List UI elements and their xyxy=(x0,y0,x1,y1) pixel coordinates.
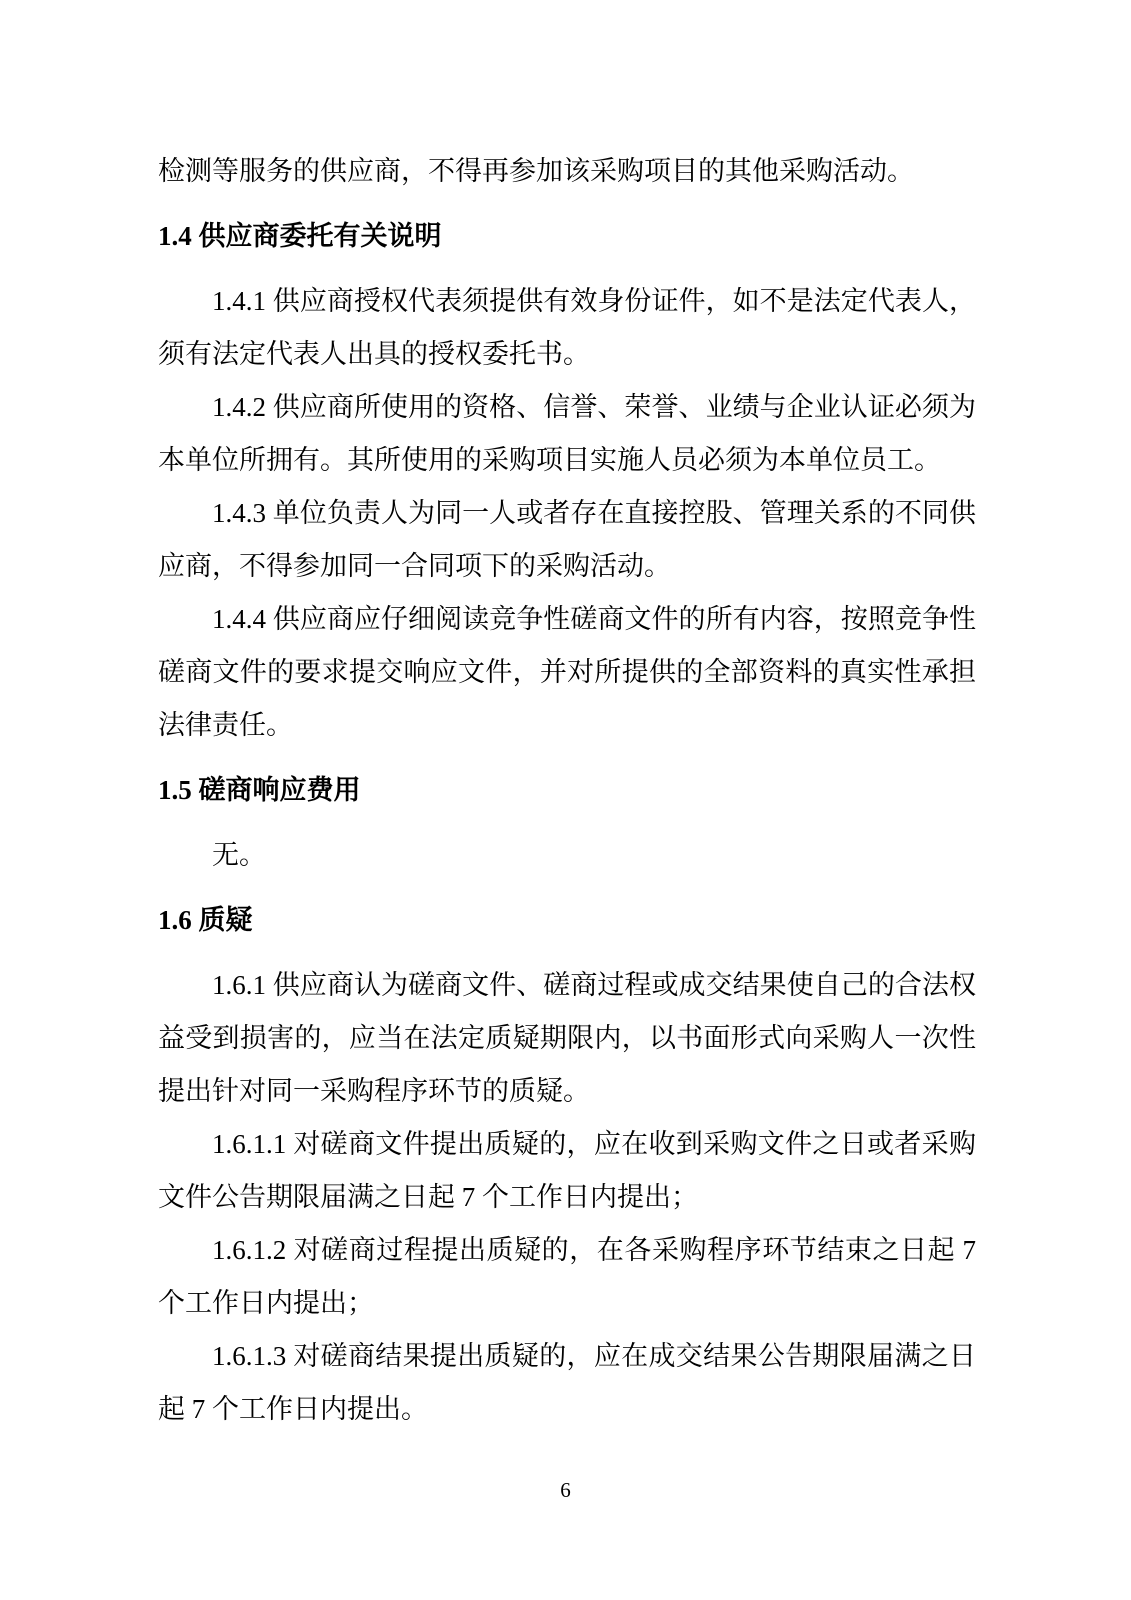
section-heading xyxy=(158,894,976,947)
text-line: 磋商文件的要求提交响应文件，并对所提供的全部资料的真实性承担 xyxy=(158,657,976,687)
text-line: 1.4.3 单位负责人为同一人或者存在直接控股、管理关系的不同供 xyxy=(212,498,976,528)
text-line: 个工作日内提出； xyxy=(158,1288,374,1318)
paragraph xyxy=(158,1330,976,1436)
text-line: 1.6 质疑 xyxy=(158,905,253,935)
text-line: 益受到损害的，应当在法定质疑期限内，以书面形式向采购人一次性 xyxy=(158,1023,976,1053)
text-line: 无。 xyxy=(212,840,266,870)
section-heading xyxy=(158,210,976,263)
paragraph xyxy=(158,593,976,752)
text-line: 文件公告期限届满之日起 7 个工作日内提出； xyxy=(158,1182,698,1212)
text-line: 1.6.1.1 对磋商文件提出质疑的，应在收到采购文件之日或者采购 xyxy=(212,1129,976,1159)
page-content xyxy=(158,145,976,1436)
page-number: 6 xyxy=(560,1478,571,1502)
section-heading xyxy=(158,764,976,817)
text-line: 1.6.1.3 对磋商结果提出质疑的，应在成交结果公告期限届满之日 xyxy=(212,1341,976,1371)
text-line: 1.6.1 供应商认为磋商文件、磋商过程或成交结果使自己的合法权 xyxy=(212,970,976,1000)
text-line: 1.4.2 供应商所使用的资格、信誉、荣誉、业绩与企业认证必须为 xyxy=(212,392,976,422)
text-line: 1.4.4 供应商应仔细阅读竞争性磋商文件的所有内容，按照竞争性 xyxy=(212,604,976,634)
paragraph xyxy=(158,829,976,882)
paragraph xyxy=(158,275,976,381)
text-line: 起 7 个工作日内提出。 xyxy=(158,1394,428,1424)
text-line: 1.4.1 供应商授权代表须提供有效身份证件，如不是法定代表人， xyxy=(212,286,976,316)
paragraph xyxy=(158,1118,976,1224)
paragraph xyxy=(158,487,976,593)
paragraph xyxy=(158,145,976,198)
text-line: 应商，不得参加同一合同项下的采购活动。 xyxy=(158,551,671,581)
text-line: 1.4 供应商委托有关说明 xyxy=(158,221,442,251)
text-line: 本单位所拥有。其所使用的采购项目实施人员必须为本单位员工。 xyxy=(158,445,941,475)
text-line: 1.5 磋商响应费用 xyxy=(158,775,361,805)
text-line: 法律责任。 xyxy=(158,710,293,740)
paragraph xyxy=(158,1224,976,1330)
text-line: 提出针对同一采购程序环节的质疑。 xyxy=(158,1076,590,1106)
paragraph xyxy=(158,381,976,487)
text-line: 检测等服务的供应商，不得再参加该采购项目的其他采购活动。 xyxy=(158,156,914,186)
text-line: 1.6.1.2 对磋商过程提出质疑的，在各采购程序环节结束之日起 7 xyxy=(212,1235,976,1265)
text-line: 须有法定代表人出具的授权委托书。 xyxy=(158,339,590,369)
paragraph xyxy=(158,959,976,1118)
